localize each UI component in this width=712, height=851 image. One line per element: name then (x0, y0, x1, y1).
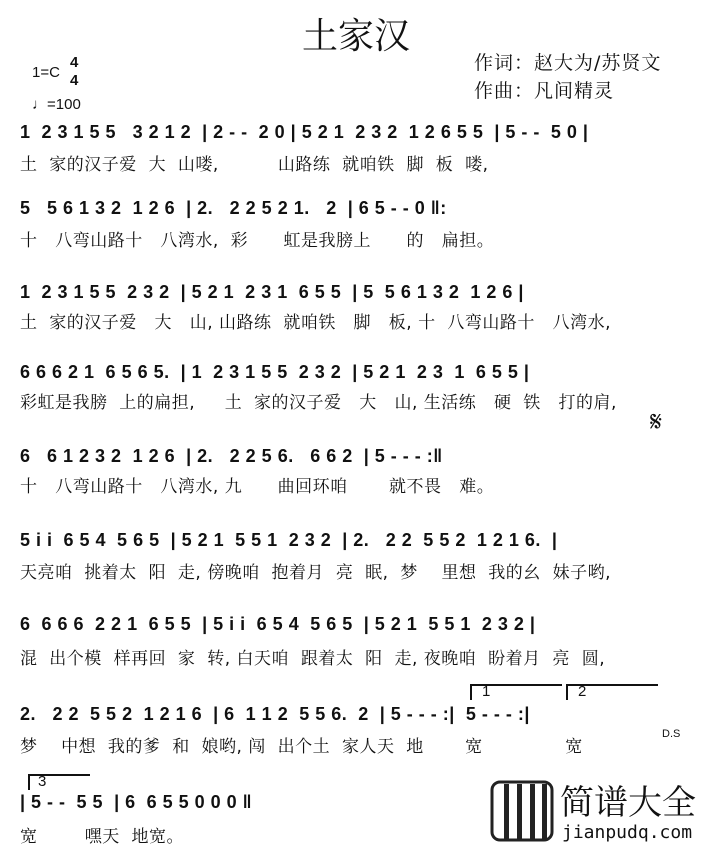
logo-url: jianpudq.com (562, 822, 693, 843)
lyric-row: 混 出个模 样再回 家 转, 白天咱 跟着太 阳 走, 夜晚咱 盼着月 亮 圆, (20, 649, 606, 669)
time-signature-top: 4 (70, 54, 79, 71)
lyric-row: 十 八弯山路十 八湾水, 九 曲回环咱 就不畏 难。 (20, 477, 495, 497)
tempo-marking: ♩=100 (32, 96, 81, 113)
second-ending-number: 2 (578, 683, 587, 700)
lyric-row: 十 八弯山路十 八湾水, 彩 虹是我膀上 的 扁担。 (20, 231, 495, 251)
lyric-row: 彩虹是我膀 上的扁担, 土 家的汉子爱 大 山, 生活练 硬 铁 打的肩, (20, 393, 617, 413)
logo-text: 简谱大全 (560, 783, 696, 823)
time-signature-bottom: 4 (70, 72, 79, 89)
lyric-row: 梦 中想 我的爹 和 娘哟, 闯 出个土 家人天 地 宽 宽 (20, 737, 583, 757)
lyric-row: 天亮咱 挑着太 阳 走, 傍晚咱 抱着月 亮 眠, 梦 里想 我的幺 妹子哟, (20, 563, 611, 583)
notation-row: 1 2 3 1 5 5 3 2 1 2 | 2 - - 2 0 | 5 2 1 2 3 2 1 2 6 5 5 | 5 - - 5 0 | (20, 122, 589, 142)
notation-row: 6 6 6 2 1 6 5 6 5. | 1 2 3 1 5 5 2 3 2 | 5 2 1 2 3 1 6 5 5 | (20, 362, 530, 382)
lyricist-credit: 作词：赵大为/苏贤文 (474, 52, 662, 74)
composer-credit: 作曲：凡间精灵 (474, 80, 615, 102)
notation-row: 5 5 6 1 3 2 1 2 6 | 2. 2 2 5 2 1. 2 | 6 5 - - 0 ‖: (20, 198, 447, 218)
lyric-row: 土 家的汉子爱 大 山喽, 山路练 就咱铁 脚 板 喽, (20, 155, 489, 175)
song-title: 土家汉 (301, 16, 410, 57)
notation-row: 1 2 3 1 5 5 2 3 2 | 5 2 1 2 3 1 6 5 5 | 5 5 6 1 3 2 1 2 6 | (20, 282, 524, 302)
notation-row: 6 6 6 6 2 2 1 6 5 5 | 5 i i 6 5 4 5 6 5 | 5 2 1 5 5 1 2 3 2 | (20, 614, 536, 634)
lyric-row: 土 家的汉子爱 大 山, 山路练 就咱铁 脚 板, 十 八弯山路十 八湾水, (20, 313, 611, 333)
notation-row: 5 i i 6 5 4 5 6 5 | 5 2 1 5 5 1 2 3 2 | 2. 2 2 5 5 2 1 2 1 6. | (20, 530, 558, 550)
notation-row: 2. 2 2 5 5 2 1 2 1 6 | 6 1 1 2 5 5 6. 2 | 5 - - - :| 5 - - - :| (20, 704, 530, 724)
lyric-row: 宽 嘿天 地宽。 (20, 827, 185, 847)
segno-mark: 𝄋 (650, 406, 663, 437)
ds-marking: D.S (662, 728, 681, 740)
key-signature: 1=C (32, 64, 60, 81)
first-ending-number: 1 (482, 683, 491, 700)
notation-row: 6 6 1 2 3 2 1 2 6 | 2. 2 2 5 6. 6 6 2 | 5 - - - :‖ (20, 446, 443, 466)
notation-row: | 5 - - 5 5 | 6 6 5 5 0 0 0 ‖ (20, 792, 253, 812)
third-ending-number: 3 (38, 773, 47, 790)
piano-keys-icon (492, 782, 552, 840)
logo (490, 778, 710, 844)
